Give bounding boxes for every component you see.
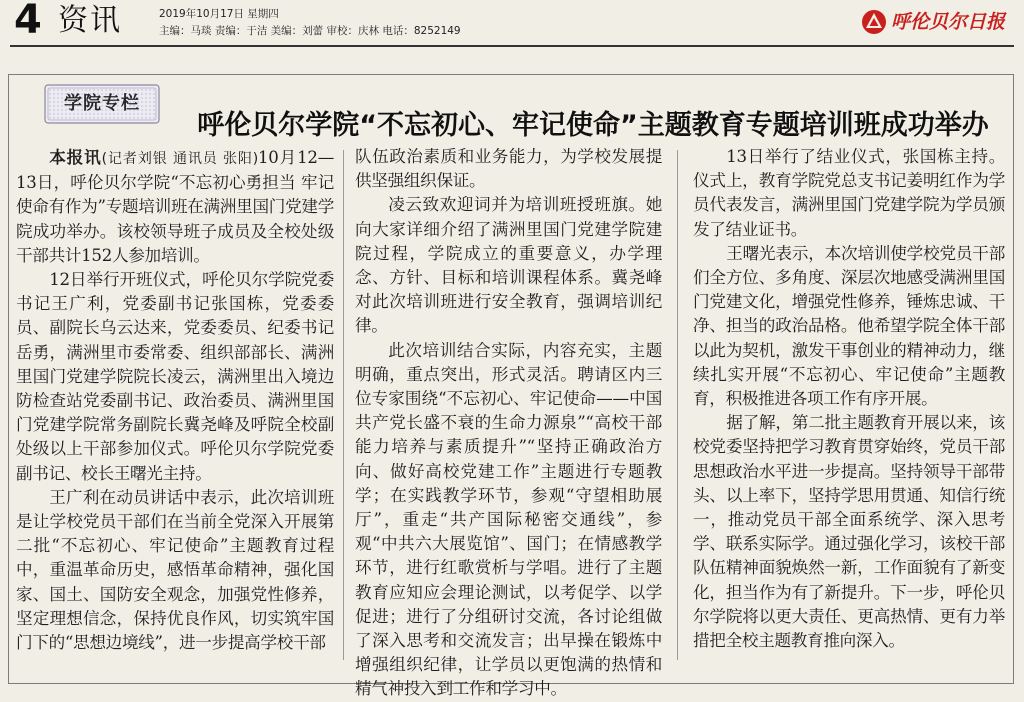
paragraph-continuation: 队伍政治素质和业务能力，为学校发展提供坚强组织保证。: [355, 147, 662, 191]
page-header: [0, 0, 1024, 44]
newspaper-logo-text: 呼伦贝尔日报: [891, 11, 1006, 33]
article-column-2: [355, 145, 662, 702]
byline-reporters: (记者刘银 通讯员 张阳): [101, 151, 258, 167]
section-title: 资讯: [58, 3, 122, 38]
paragraph: 13日举行了结业仪式，张国栋主持。仪式上，教育学院党总支书记姜明红作为学员代表发言，满洲里国门党建学院为学员颁发了结业证书。: [693, 147, 1005, 239]
paragraph: 12日举行开班仪式，呼伦贝尔学院党委书记王广利，党委副书记张国栋，党委委员、副院长乌云达来，党委委员、纪委书记岳勇，满洲里市委常委、组织部部长、满洲里国门党建学院院长凌云，满洲里出入境边防检查站党委副书记、政治委员、满洲里国门党建学院常务副院长冀尧峰及呼院全校副处级以上干部参加仪式。呼伦贝尔学院党委副书记、校长王曙光主持。: [16, 270, 334, 483]
column-divider: [343, 150, 344, 660]
paragraph: 据了解，第二批主题教育开展以来，该校党委坚持把学习教育贯穿始终，党员干部思想政治水平进一步提高。坚持领导干部带头、以上率下，坚持学思用贯通、知信行统一，推动党员干部全面系统学、深入思考学、联系实际学。通过强化学习，该校干部队伍精神面貌焕然一新，工作面貌有了新变化，担当作为有了新提升。下一步，呼伦贝尔学院将以更大责任、更高热情、更有力举措把全校主题教育推向深入。: [693, 413, 1005, 651]
paragraph: [16, 145, 334, 268]
byline-label: 本报讯: [49, 147, 102, 167]
paragraph-text: 10月12—13日，呼伦贝尔学院“不忘初心勇担当 牢记使命有作为”专题培训班在满洲里国门党建学院成功举办。该校领导班子成员及全校处级干部共计152人参加培训。: [16, 148, 334, 265]
issue-date: 2019年10月17日 星期四: [159, 8, 279, 20]
article-headline: 呼伦贝尔学院“不忘初心、牢记使命”主题教育专题培训班成功举办: [197, 110, 989, 142]
paragraph: 凌云致欢迎词并为培训班授班旗。她向大家详细介绍了满洲里国门党建学院建院过程，学院成立的重要意义，办学理念、方针、目标和培训课程体系。冀尧峰对此次培训班进行安全教育，强调培训纪律。: [355, 195, 662, 336]
paragraph: 此次培训结合实际，内容充实，主题明确，重点突出，形式灵活。聘请区内三位专家围绕“不忘初心、牢记使命——中国共产党长盛不衰的生命力源泉”“高校干部能力培养与素质提升”“坚持正确政治方向、做好高校党建工作”主题进行专题教学；在实践教学环节，参观“守望相助展厅”，重走“共产国际秘密交通线”，参观“中共六大展览馆”、国门；在情感教学环节，进行红歌赏析与学唱。进行了主题教育应知应会理论测试，以考促学、以学促进；进行了分组研讨交流，各讨论组做了深入思考和交流发言；出早操在锻炼中增强组织纪律，让学员以更饱满的热情和精气神投入到工作和学习中。: [355, 340, 662, 699]
newspaper-emblem-icon: [861, 9, 887, 35]
page-number: 4: [14, 0, 42, 43]
article-column-3: [693, 145, 1005, 653]
column-badge: [44, 84, 160, 124]
paragraph: 王广利在动员讲话中表示，此次培训班是让学校党员干部们在当前全党深入开展第二批“不忘初心、牢记使命”主题教育过程中，重温革命历史，感悟革命精神，强化国家、国土、国防安全观念，加强党性修养，坚定理想信念，保持优良作风，切实筑牢国门下的“思想边境线”，进一步提高学校干部: [16, 487, 334, 653]
article-column-1: [16, 145, 334, 655]
header-rule: [10, 45, 1014, 47]
column-divider: [677, 150, 678, 660]
editorial-staff-line: 主编：马琰 责编：于洁 美编：刘蕾 审校：庆林 电话：8252149: [159, 25, 461, 37]
paragraph: 王曙光表示，本次培训使学校党员干部们全方位、多角度、深层次地感受满洲里国门党建文化，增强党性修养，锤炼忠诚、干净、担当的政治品格。他希望学院全体干部以此为契机，激发干事创业的精神动力，继续扎实开展“不忘初心、牢记使命”主题教育，积极推进各项工作有序开展。: [693, 243, 1005, 409]
column-badge-label: 学院专栏: [64, 93, 140, 114]
